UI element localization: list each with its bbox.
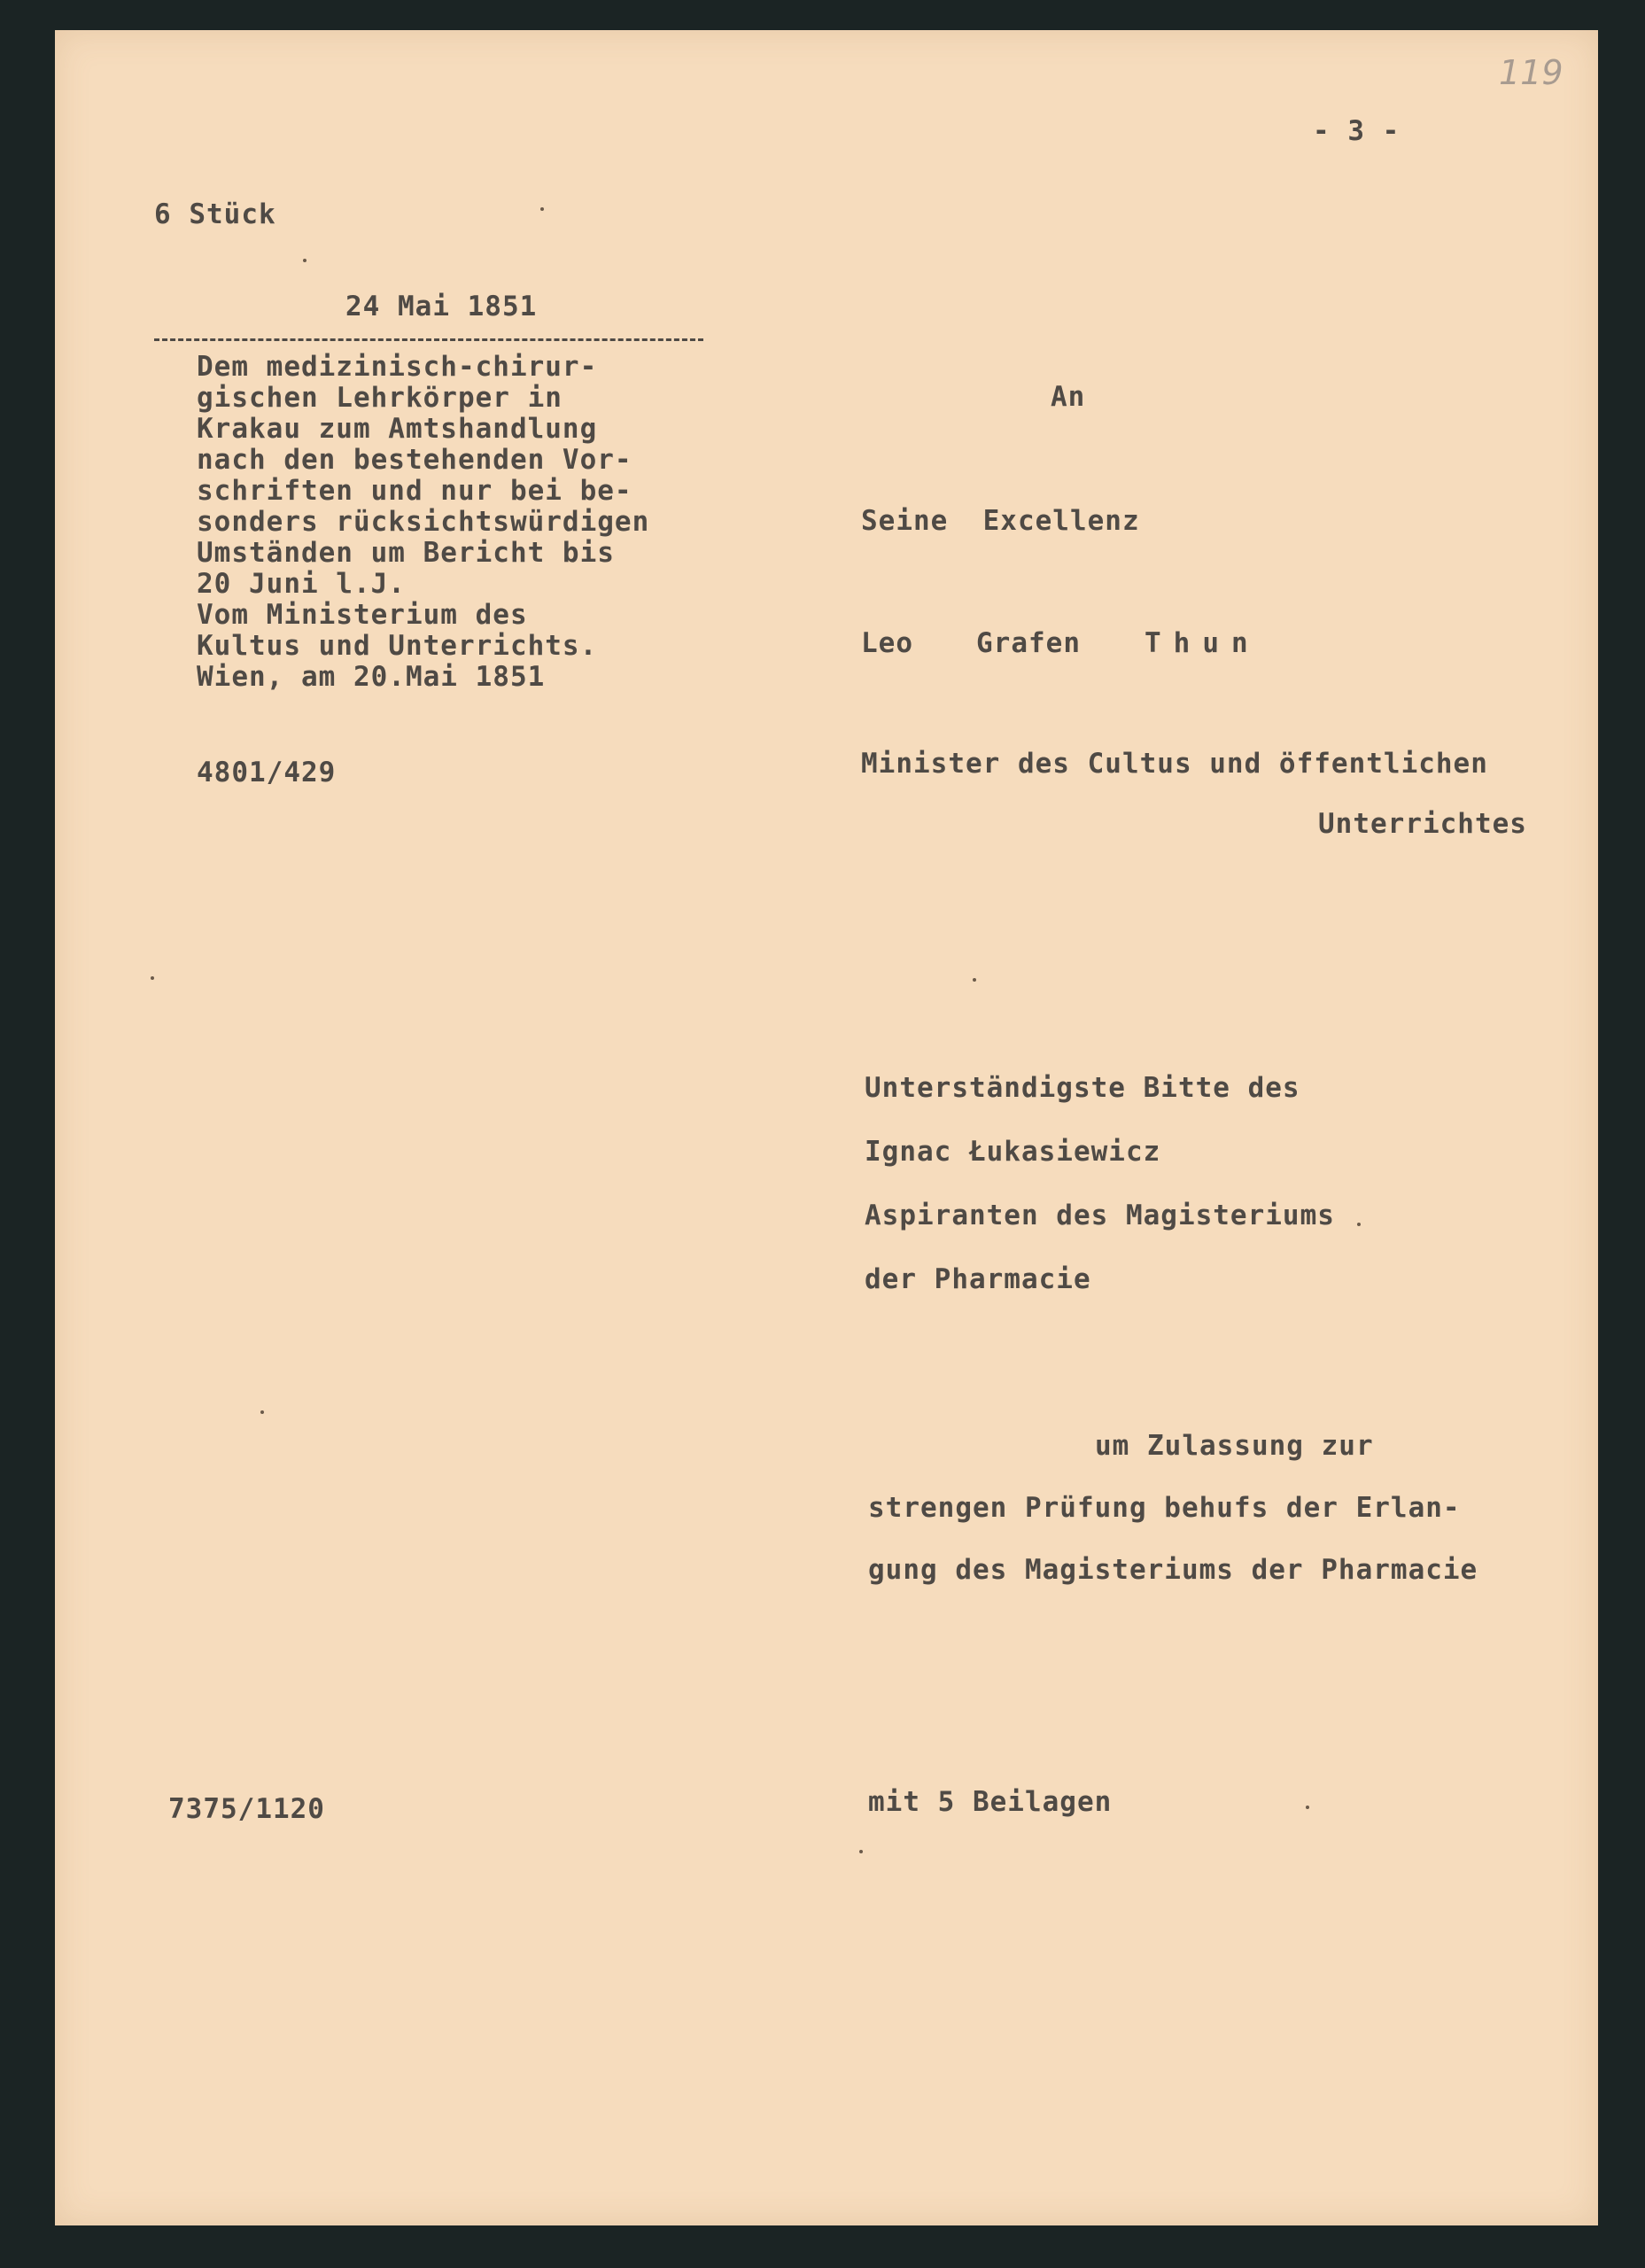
addressee-last-name: Thun [1145, 627, 1261, 659]
purpose-line-2: strengen Prüfung behufs der Erlan- [868, 1492, 1461, 1524]
note-line: Umständen um Bericht bis [197, 537, 615, 569]
paper-speck [973, 978, 976, 982]
document-page [55, 30, 1598, 2225]
file-number-2: 7375/1120 [168, 1793, 325, 1825]
salutation: Seine Excellenz [861, 505, 1140, 537]
archive-number: 119 [1499, 53, 1564, 92]
request-line: Aspiranten des Magisteriums [865, 1200, 1335, 1231]
request-line: der Pharmacie [865, 1263, 1091, 1295]
note-line: Kultus und Unterrichts. [197, 630, 598, 662]
note-line: Krakau zum Amtshandlung [197, 413, 598, 445]
note-line: 20 Juni l.J. [197, 568, 406, 600]
paper-speck [540, 207, 544, 211]
paper-speck [260, 1410, 264, 1414]
paper-speck [151, 976, 154, 980]
paper-speck [859, 1850, 863, 1853]
file-number-1: 4801/429 [197, 757, 337, 788]
date-underline [154, 338, 703, 341]
note-line: schriften und nur bei be- [197, 475, 632, 507]
page-number: - 3 - [1313, 115, 1401, 147]
request-line: Unterständigste Bitte des [865, 1072, 1300, 1104]
addressee-first-name: Leo [861, 627, 913, 659]
note-line: sonders rücksichtswürdigen [197, 506, 650, 538]
received-date: 24 Mai 1851 [345, 291, 538, 322]
addressee-title: Grafen [976, 627, 1081, 659]
paper-speck [1357, 1223, 1361, 1226]
office-line-1: Minister des Cultus und öffentlichen [861, 748, 1488, 780]
request-line: Ignac Łukasiewicz [865, 1136, 1161, 1168]
office-line-2: Unterrichtes [1318, 808, 1527, 840]
copies-count: 6 Stück [154, 198, 276, 230]
purpose-line-1: um Zulassung zur [1095, 1430, 1374, 1462]
addressee-to: An [1051, 381, 1086, 413]
note-line: Vom Ministerium des [197, 599, 528, 631]
note-line: Dem medizinisch-chirur- [197, 351, 598, 383]
paper-speck [1306, 1806, 1309, 1809]
note-line: gischen Lehrkörper in [197, 382, 563, 414]
enclosures: mit 5 Beilagen [868, 1786, 1113, 1818]
note-line: Wien, am 20.Mai 1851 [197, 661, 546, 693]
note-line: nach den bestehenden Vor- [197, 444, 632, 476]
purpose-line-3: gung des Magisteriums der Pharmacie [868, 1554, 1478, 1586]
paper-speck [303, 259, 306, 262]
